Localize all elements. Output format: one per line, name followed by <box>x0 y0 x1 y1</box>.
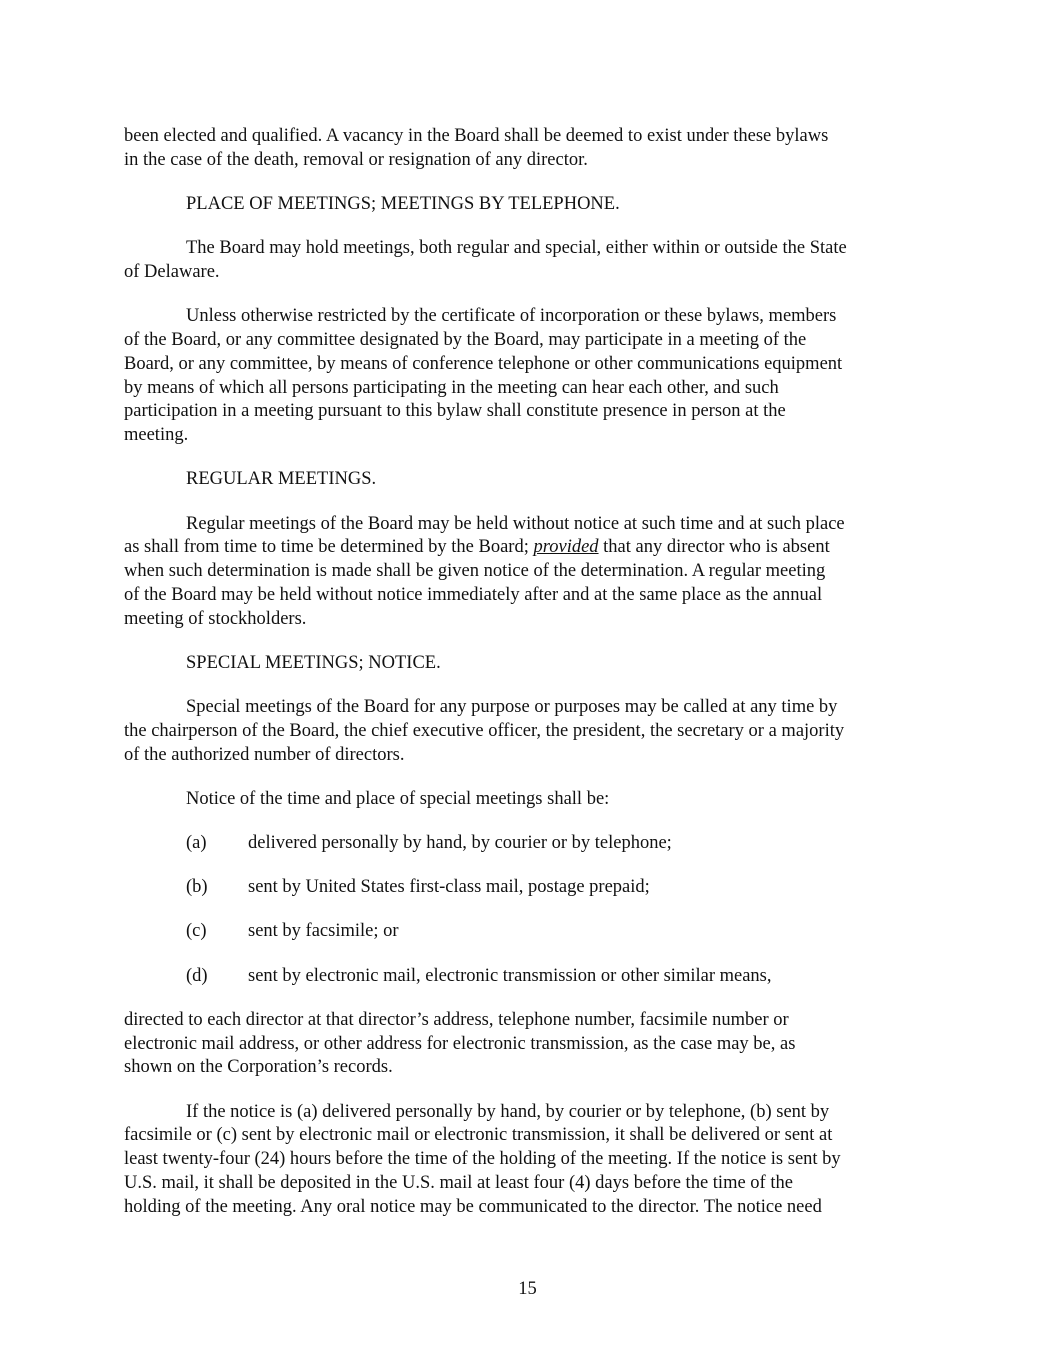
text-line: least twenty-four (24) hours before the time of the holding of the meeting. If the notice is sent by <box>124 1149 841 1170</box>
text-segment: that any director who is absent <box>598 537 830 558</box>
text-line: Regular meetings of the Board may be held without notice at such time and at such place <box>186 513 845 534</box>
emphasized-term: provided <box>533 537 599 558</box>
text-line: the chairperson of the Board, the chief executive officer, the president, the secretary or a majority <box>124 720 845 741</box>
text-line: The Board may hold meetings, both regular and special, either within or outside the State <box>186 238 847 259</box>
text-line: of the Board, or any committee designated by the Board, may participate in a meeting of the <box>124 329 807 350</box>
list-item <box>124 920 944 944</box>
text-line: shown on the Corporation’s records. <box>124 1057 393 1078</box>
text-line <box>124 536 944 560</box>
text-line: Notice of the time and place of special meetings shall be: <box>186 788 610 809</box>
list-item-text: sent by United States first-class mail, postage prepaid; <box>248 877 650 898</box>
list-item <box>124 965 944 989</box>
text-line: If the notice is (a) delivered personally by hand, by courier or by telephone, (b) sent by <box>186 1101 830 1122</box>
text-line: Unless otherwise restricted by the certificate of incorporation or these bylaws, members <box>186 306 837 327</box>
text-line: of the authorized number of directors. <box>124 744 405 765</box>
document-body <box>124 125 944 1240</box>
text-segment: as shall from time to time be determined by the Board; <box>124 537 534 558</box>
list-item-label: (b) <box>186 877 208 898</box>
paragraph <box>124 237 944 285</box>
section-heading <box>124 652 944 676</box>
text-line: of Delaware. <box>124 261 220 282</box>
text-line: participation in a meeting pursuant to this bylaw shall constitute presence in person at the <box>124 401 786 422</box>
text-line: REGULAR MEETINGS. <box>186 469 377 490</box>
paragraph <box>124 1009 944 1080</box>
text-line: electronic mail address, or other address for electronic transmission, as the case may be, as <box>124 1033 796 1054</box>
text-line: holding of the meeting. Any oral notice may be communicated to the director. The notice need <box>124 1196 822 1217</box>
text-line: meeting of stockholders. <box>124 608 307 629</box>
text-line: when such determination is made shall be given notice of the determination. A regular meeting <box>124 561 826 582</box>
paragraph <box>124 1101 944 1220</box>
list-item-text: delivered personally by hand, by courier or by telephone; <box>248 833 672 854</box>
page-number: 15 <box>518 1279 537 1299</box>
paragraph <box>124 788 944 812</box>
list-item <box>124 876 944 900</box>
text-line: PLACE OF MEETINGS; MEETINGS BY TELEPHONE. <box>186 193 620 214</box>
list-item-text: sent by facsimile; or <box>248 921 399 942</box>
text-line: facsimile or (c) sent by electronic mail or electronic transmission, it shall be delivered or sent at <box>124 1125 833 1146</box>
list-item-label: (c) <box>186 921 207 942</box>
text-line: Board, or any committee, by means of conference telephone or other communications equipment <box>124 353 843 374</box>
list-item <box>124 832 944 856</box>
paragraph <box>124 513 944 632</box>
list-item-label: (a) <box>186 833 207 854</box>
text-line: by means of which all persons participating in the meeting can hear each other, and such <box>124 377 779 398</box>
paragraph <box>124 696 944 767</box>
paragraph <box>124 125 944 173</box>
text-line: meeting. <box>124 425 189 446</box>
text-line: Special meetings of the Board for any purpose or purposes may be called at any time by <box>186 697 838 718</box>
text-line: of the Board may be held without notice immediately after and at the same place as the annual <box>124 584 823 605</box>
section-heading <box>124 193 944 217</box>
list-item-text: sent by electronic mail, electronic transmission or other similar means, <box>248 965 772 986</box>
text-line: SPECIAL MEETINGS; NOTICE. <box>186 652 441 673</box>
section-heading <box>124 468 944 492</box>
text-line: in the case of the death, removal or resignation of any director. <box>124 149 588 170</box>
list-item-label: (d) <box>186 965 208 986</box>
text-line: directed to each director at that director’s address, telephone number, facsimile number or <box>124 1009 789 1030</box>
paragraph <box>124 305 944 448</box>
text-line: U.S. mail, it shall be deposited in the U.S. mail at least four (4) days before the time of the <box>124 1172 793 1193</box>
text-line: been elected and qualified. A vacancy in the Board shall be deemed to exist under these bylaws <box>124 126 829 146</box>
